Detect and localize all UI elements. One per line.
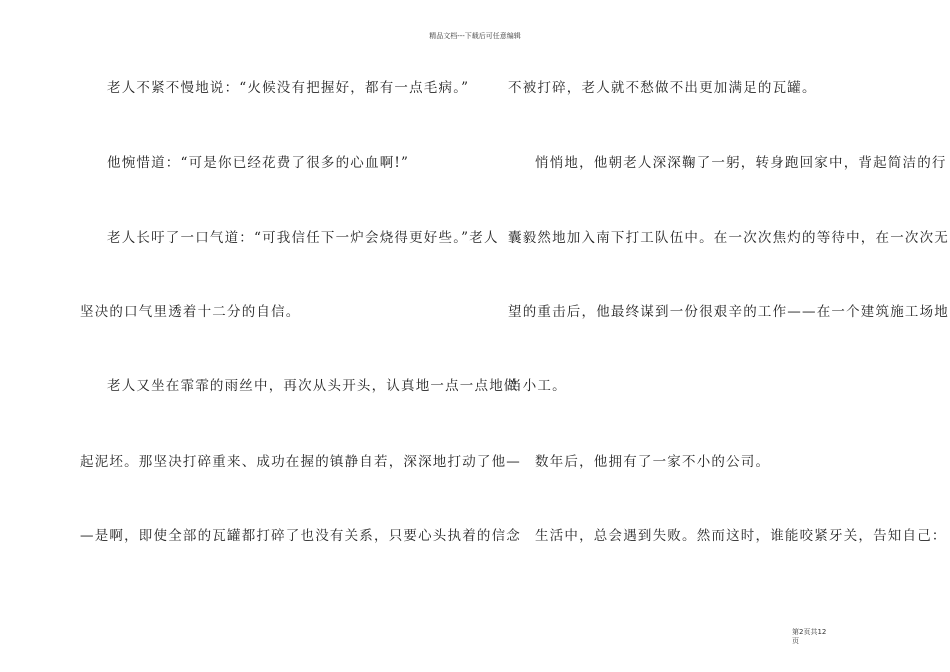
page-number [792,628,842,646]
page-header: 精品文档---下载后可任意编辑 [429,32,521,40]
paragraph-line: 起泥坯。那坚决打碎重来、成功在握的镇静自若，深深地打动了他— [80,454,521,470]
paragraph-line: 望的重击后，他最终谋到一份很艰辛的工作——在一个建筑施工场地 [508,304,949,320]
paragraph-line: 囊毅然地加入南下打工队伍中。在一次次焦灼的等待中，在一次次无 [508,230,949,246]
paragraph-line: 他惋惜道：“可是你已经花费了很多的心血啊!” [107,155,410,171]
paragraph-line: 老人不紧不慢地说：“火候没有把握好，都有一点毛病。” [107,80,470,96]
paragraph-line: 老人长吁了一口气道：“可我信任下一炉会烧得更好些。”老人 [107,230,499,246]
paragraph-line: 当小工。 [508,378,567,394]
paragraph-line: —是啊，即使全部的瓦罐都打碎了也没有关系，只要心头执着的信念 [80,528,521,544]
paragraph-line: 不被打碎，老人就不愁做不出更加满足的瓦罐。 [508,80,817,96]
paragraph-line: 坚决的口气里透着十二分的自信。 [80,304,301,320]
page-number-line2: 页 [792,637,799,645]
paragraph-line: 悄悄地，他朝老人深深鞠了一躬，转身跑回家中，背起简洁的行 [535,155,947,171]
page-number-line1: 第2页共12 [792,628,827,636]
paragraph-line: 生活中，总会遇到失败。然而这时，谁能咬紧牙关，告知自己： [535,528,947,544]
left-column [80,0,521,672]
paragraph-line: 老人又坐在霏霏的雨丝中，再次从头开头，认真地一点一点地做 [107,378,519,394]
right-column [508,0,949,672]
paragraph-line: 数年后，他拥有了一家不小的公司。 [535,454,771,470]
